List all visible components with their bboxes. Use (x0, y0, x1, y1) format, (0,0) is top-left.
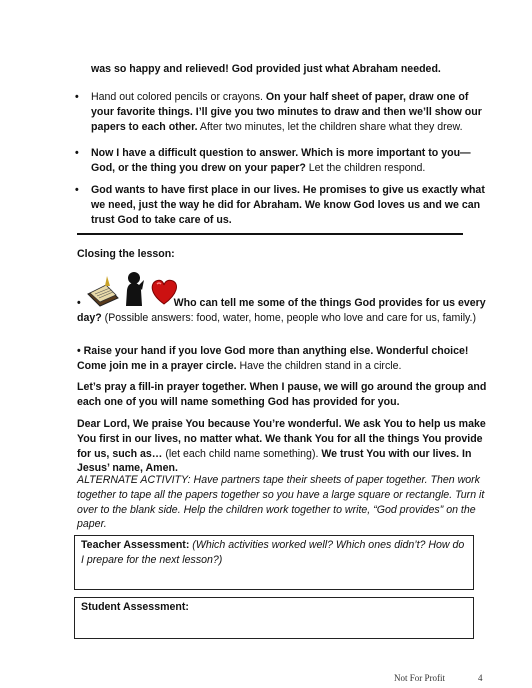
question-bold-text: Who can tell me some of the things God provides for us every day? (77, 297, 486, 324)
footer-note: Not For Profit (394, 673, 446, 683)
bullet-bold-text: On your half sheet of paper, draw one of your favorite things. I’ll give you two minutes to draw and then we’ll show our papers to each other. (91, 91, 482, 133)
bullet-dot: • (75, 147, 79, 159)
section-heading: Closing the lesson: (77, 248, 175, 260)
teacher-assessment-box (74, 535, 474, 590)
student-assessment-label: Student Assessment: (81, 601, 189, 613)
list-item (75, 146, 487, 176)
raise-hand-plain-text: Have the children stand in a circle. (236, 359, 402, 372)
bullet-dot: • (75, 91, 79, 103)
raise-hand-bold-text: Raise your hand if you love God more than anything else. Wonderful choice! Come join me in a prayer circle. (77, 345, 469, 372)
bullet-dot: • (77, 297, 81, 309)
list-item (75, 90, 487, 134)
bullet-text: Hand out colored pencils or crayons. (91, 91, 266, 103)
prayer-plain-text: (let each child name something). (162, 447, 322, 460)
bullet-dot: • (77, 345, 84, 357)
prayer-bold-text-end: We trust You with our lives. In Jesus’ name, Amen. (77, 447, 472, 475)
teacher-assessment-label: Teacher Assessment: (81, 539, 190, 551)
bullet-dot: • (75, 184, 79, 196)
student-assessment-box (74, 597, 474, 639)
bullet-bold-text: Now I have a difficult question to answer. Which is more important to you—God, or the thing you drew on your paper? (91, 147, 471, 174)
bullet-text: Let the children respond. (305, 161, 426, 174)
teacher-assessment-prompt: (Which activities worked well? Which ones didn’t? How do I prepare for the next lesson?) (81, 539, 465, 566)
bullet-bold-text: God wants to have first place in our lives. He promises to give us exactly what we need, just the way he did for Abraham. We know God loves us and we can trust God to take care of us. (91, 184, 485, 226)
continuation-line: was so happy and relieved! God provided just what Abraham needed. (91, 63, 441, 75)
prayer-intro-paragraph: Let’s pray a fill-in prayer together. When I pause, we will go around the group and each one of you will name something God has provided for you. (77, 381, 487, 408)
question-paragraph (77, 296, 487, 326)
section-divider (77, 233, 463, 235)
question-plain-text: (Possible answers: food, water, home, people who love and care for us, family.) (101, 311, 477, 324)
raise-hand-paragraph (77, 344, 487, 374)
alternate-activity-paragraph: ALTERNATE ACTIVITY: Have partners tape their sheets of paper together. Then work together to tape all the papers together so you have a large square or rectangle. Turn it over to the blank side. Help the children work together to write, “God provides” on the paper. (77, 474, 485, 531)
bullet-text: After two minutes, let the children share what they drew. (197, 120, 463, 133)
prayer-bold-text: Dear Lord, We praise You because You’re wonderful. We ask You to help us make You first in our lives, no matter what. We thank You for all the things You provide for us, such as… (77, 418, 486, 460)
page-number: 4 (478, 673, 483, 683)
list-item (75, 183, 487, 227)
prayer-paragraph (77, 417, 487, 476)
